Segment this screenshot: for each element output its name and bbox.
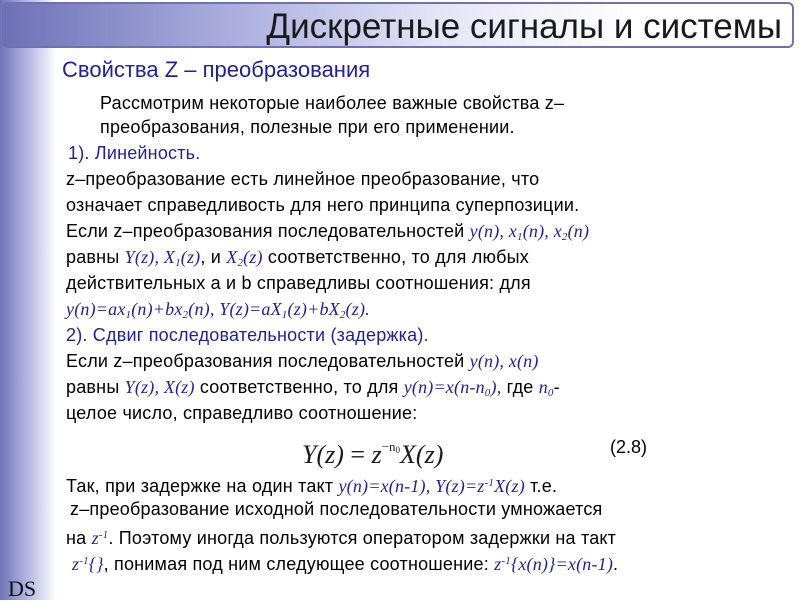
text-segment: Если z–преобразования последовательностей — [66, 221, 470, 241]
formula-2-8: $Y(z) = z^{-n_0}X(z)$ — [302, 439, 444, 469]
linearity-relations: $y(n)=ax_1(n)+bx_2(n)$, $Y(z)=aX_1(z)+bX_2(z)$. — [66, 299, 370, 321]
delay-relation: $y(n)=x(n-n_0)$, — [403, 377, 502, 399]
property-2-line-3: целое число, справедливо соотношение: — [66, 403, 418, 423]
property-2-line-1 — [66, 350, 539, 372]
section-title: Свойства Z – преобразования — [62, 57, 371, 82]
sidebar-gradient — [0, 0, 56, 600]
text-segment: на — [66, 528, 92, 548]
title-bar — [2, 2, 794, 48]
corner-label: DS — [8, 576, 37, 601]
property-1-line-4 — [66, 246, 529, 274]
delay-operator: $z^{-1}\{\}$ — [72, 554, 104, 574]
text-segment: т.е. — [524, 476, 558, 496]
text-segment: , и — [200, 247, 227, 267]
property-2-heading: 2). Сдвиг последовательности (задержка). — [66, 325, 429, 345]
delay-example: y(n)=x(n-1), $Y(z)=z^{-1}X(z)$ — [338, 476, 525, 496]
text-segment: . Поэтому иногда пользуются оператором задержки на такт — [108, 528, 617, 548]
text-segment: соответственно, то для — [194, 377, 404, 397]
transform-names: Y(z), $X_1(z)$ — [124, 247, 201, 269]
text-segment: Так, при задержке на один такт — [66, 476, 339, 496]
text-segment: - — [553, 377, 560, 397]
property-1-line-1: z–преобразование есть линейное преобразование, что — [66, 169, 540, 189]
text-segment: равны — [66, 377, 125, 397]
text-segment: где — [501, 377, 539, 397]
intro-line-1: Рассмотрим некоторые наиболее важные свойства z– — [100, 93, 565, 113]
text-segment: . — [613, 554, 619, 574]
example-line-1 — [66, 472, 557, 497]
property-1-line-3 — [66, 220, 589, 248]
example-line-4 — [72, 550, 618, 575]
example-line-3 — [66, 524, 616, 549]
page-title: Дискретные сигналы и системы — [266, 7, 782, 46]
text-segment: Если z–преобразования последовательностей — [66, 351, 470, 371]
text-segment: равны — [66, 247, 125, 267]
delay-symbol: $n_0$ — [538, 377, 554, 399]
formula-number: (2.8) — [610, 437, 648, 457]
property-1-line-5: действительных a и b справедливы соотношения: для — [66, 273, 531, 293]
text-segment: соответственно, то для любых — [262, 247, 529, 267]
sequence-names: y(n), x(n) — [469, 351, 539, 371]
property-1-heading: 1). Линейность. — [68, 143, 201, 163]
sequence-names: y(n), $x_1(n)$, $x_2(n)$ — [469, 221, 590, 243]
intro-line-2: преобразования, полезные при его применении. — [100, 117, 515, 137]
property-2-line-2 — [66, 376, 560, 404]
example-line-2: z–преобразование исходной последовательности умножается — [70, 499, 603, 519]
transform-name: $X_2(z)$ — [226, 247, 263, 269]
property-1-line-2: означает справедливость для него принципа суперпозиции. — [66, 195, 580, 215]
z-inverse: $z^{-1}$ — [91, 528, 109, 548]
delay-operator-relation: $z^{-1}\{x(n)\}=x(n-1)$ — [494, 554, 614, 574]
text-segment: , понимая под ним следующее соотношение: — [103, 554, 495, 574]
transform-names: Y(z), X(z) — [124, 377, 195, 397]
